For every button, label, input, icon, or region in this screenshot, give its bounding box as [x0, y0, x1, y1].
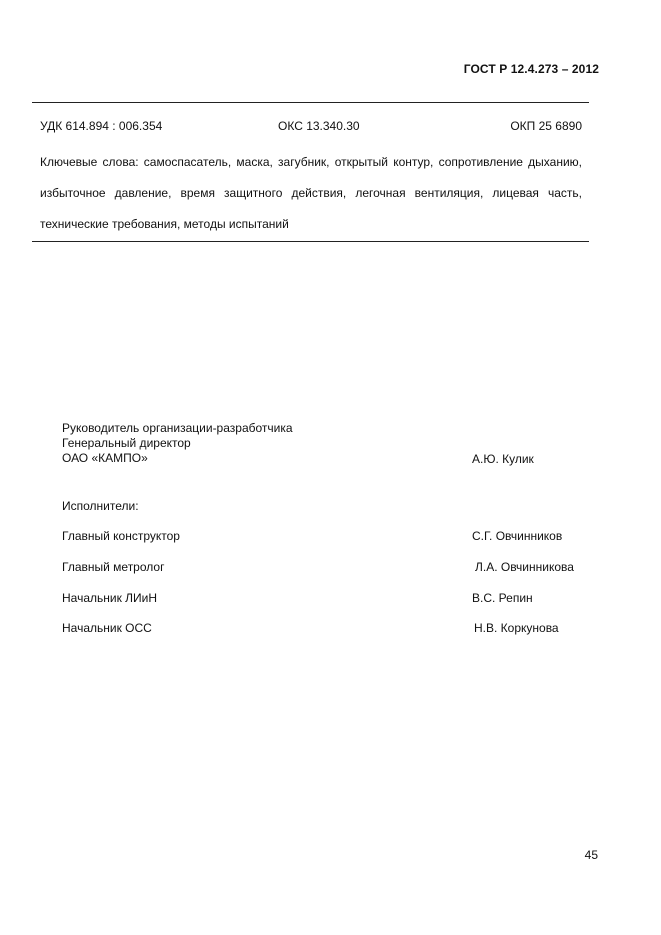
org-name: ОАО «КАМПО» [62, 451, 148, 465]
performer-name: В.С. Репин [472, 591, 533, 605]
org-head-name: А.Ю. Кулик [472, 452, 534, 466]
performer-name: С.Г. Овчинников [472, 529, 563, 543]
performers-title: Исполнители: [62, 499, 139, 513]
performer-position: Начальник ОСС [62, 621, 152, 635]
performer-position: Главный конструктор [62, 529, 180, 543]
page-number: 45 [584, 848, 598, 862]
udk-code: УДК 614.894 : 006.354 [40, 119, 163, 133]
performer-name: Н.В. Коркунова [474, 621, 559, 635]
performer-position: Главный метролог [62, 560, 165, 574]
org-head-position: Генеральный директор [62, 436, 191, 450]
org-head-title: Руководитель организации-разработчика [62, 421, 293, 435]
bottom-divider [32, 241, 589, 242]
organization-block [62, 421, 382, 466]
keywords-paragraph: Ключевые слова: самоспасатель, маска, загубник, открытый контур, сопротивление дыханию, избыточное давление, время защитного действия, легочная вентиляция, лицевая часть, технические требования, методы испытаний [40, 155, 582, 231]
okp-code: ОКП 25 6890 [510, 119, 582, 133]
performer-name: Л.А. Овчинникова [475, 560, 574, 574]
oks-code: ОКС 13.340.30 [278, 119, 360, 133]
top-divider [32, 102, 589, 103]
document-code: ГОСТ Р 12.4.273 – 2012 [463, 62, 599, 76]
performer-position: Начальник ЛИиН [62, 591, 158, 605]
